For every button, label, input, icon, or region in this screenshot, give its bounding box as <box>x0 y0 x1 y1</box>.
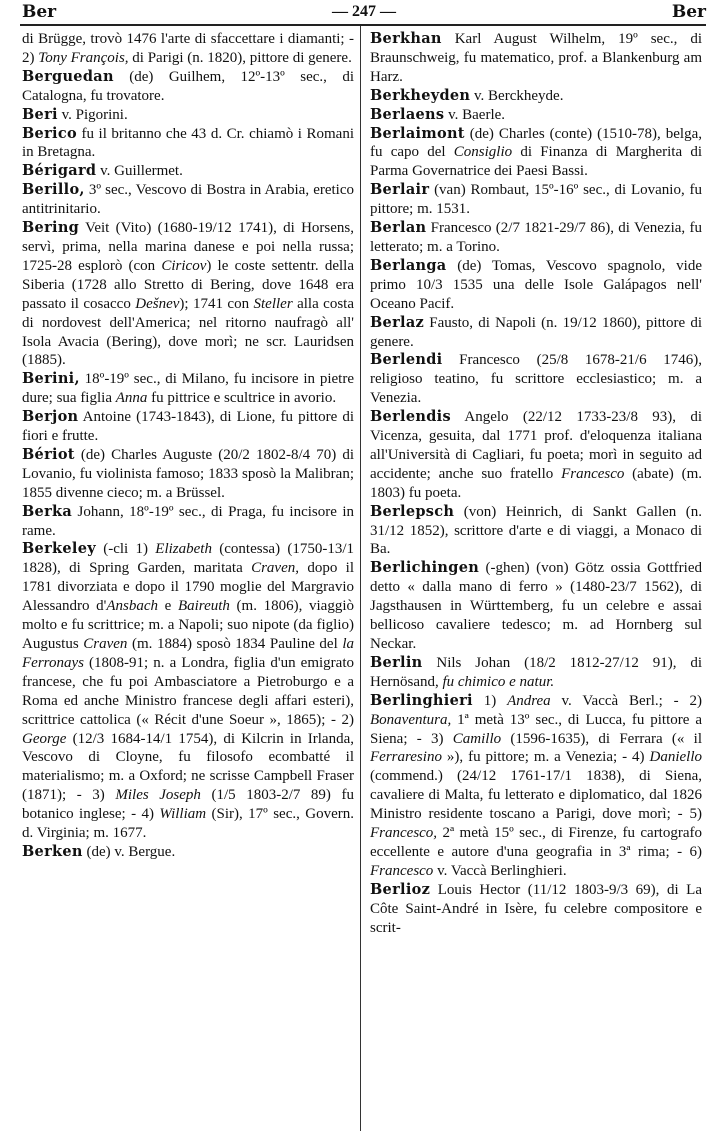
entry-headword: Berlendi <box>370 351 443 369</box>
entry-headword: Berlaens <box>370 105 445 123</box>
dictionary-entry <box>22 30 354 68</box>
entry-text: (de) Charles (conte) (1510-78), belga, fu capo del <box>370 125 702 161</box>
entry-italic-text: Craven, <box>251 560 300 577</box>
column-divider <box>360 26 361 1131</box>
header-left-word: Ber <box>22 2 57 22</box>
entry-text: v. Pigorini. <box>57 106 128 123</box>
entry-text: 18º-19º sec., di Milano, fu incisore in pietre dure; sua figlia <box>22 371 354 407</box>
entry-text: (de) Tomas, Vescovo spagnolo, vide primo 10/3 1535 una delle Isole Galápagos nell' Oceano Pacif. <box>370 257 702 312</box>
entry-text: (m. 1806), viaggiò molto e fu scrittrice; m. a Napoli; suo nipote (da figlio) Augustus <box>22 598 354 652</box>
entry-text: v. Guillermet. <box>96 163 183 180</box>
dictionary-entry <box>370 351 702 408</box>
entry-text: (commend.) (24/12 1761-17/1 1838), di Siena, cavaliere di Malta, fu letterato e diplomatico, dal 1826 Ministro residente toscano a Parigi, dove morì; - 5) <box>370 768 702 823</box>
dictionary-entry <box>370 125 702 182</box>
entry-italic-text: Andrea <box>507 692 551 709</box>
entry-text: Fausto, di Napoli (n. 19/12 1860), pittore di genere. <box>370 314 702 350</box>
dictionary-entry <box>370 408 702 503</box>
entry-headword: Berlaimont <box>370 124 465 142</box>
entry-text: Karl August Wilhelm, 19º sec., di Braunschweig, fu matematico, prof. a Blankenburg am Harz. <box>370 31 702 85</box>
entry-italic-text: Dešnev <box>135 295 180 312</box>
entry-text: di Finanza di Margherita di Parma Governatrice dei Paesi Bassi. <box>370 144 703 180</box>
dictionary-entry <box>370 219 702 257</box>
entry-text: alla costa di nordovest dell'America; nel ritorno naufragò all' Isola Avacia (Bering), dove morì; ne scr. Lauridsen (1885). <box>22 295 354 369</box>
entry-italic-text: Daniello <box>649 749 702 766</box>
entry-text: »), fu pittore; m. a Venezia; - 4) <box>441 749 650 766</box>
entry-text: v. Vaccà Berl.; - 2) <box>550 692 702 709</box>
entry-italic-text: Miles Joseph <box>115 787 201 804</box>
dictionary-entry <box>22 370 354 408</box>
dictionary-entry <box>22 125 354 163</box>
entry-headword: Berlin <box>370 653 423 671</box>
entry-italic-text: Anna <box>115 390 148 407</box>
entry-italic-text: Elizabeth <box>155 541 212 558</box>
dictionary-entry <box>22 181 354 219</box>
entry-headword: Berlan <box>370 219 427 237</box>
entry-text: v. Berckheyde. <box>470 87 564 104</box>
entry-headword: Berlaz <box>370 313 425 331</box>
entry-italic-text: Ferraresino <box>370 749 442 766</box>
entry-italic-text: Consiglio <box>453 144 513 161</box>
entry-text: (-cli 1) <box>95 541 156 558</box>
entry-headword: Berico <box>22 124 77 142</box>
dictionary-entry <box>22 162 354 181</box>
entry-text: (de) Charles Auguste (20/2 1802-8/4 70) di Lovanio, fu violinista famoso; 1833 sposò la Malibran; 1855 divenne cieco; m. a Brüssel. <box>22 446 354 501</box>
entry-text: (12/3 1684-14/1 1754), di Kilcrin in Irlanda, Vescovo di Cloyne, fu filosofo ecombatté il materialismo; m. a Oxford; ne scrisse Campbell Fraser (1871); - 3) <box>22 730 354 804</box>
header-right-word: Ber <box>671 2 706 22</box>
entry-italic-text: Camillo <box>452 730 502 747</box>
entry-headword: Berlair <box>370 181 430 199</box>
entry-headword: Berguedan <box>22 67 114 85</box>
dictionary-entry <box>370 30 702 87</box>
entry-headword: Berillo, <box>22 181 85 199</box>
entry-italic-text: Steller <box>253 295 293 312</box>
entry-italic-text: Francesco, <box>370 825 438 842</box>
entry-headword: Bérigard <box>22 162 97 180</box>
entry-headword: Berkeley <box>22 540 96 558</box>
entry-headword: Berlendis <box>370 408 451 426</box>
entry-italic-text: Ciricov <box>161 257 207 274</box>
entry-text: (abate) (m. 1803) fu poeta. <box>370 465 702 501</box>
entry-text: (Sir), 17º sec., Govern. d. Virginia; m. 1677. <box>22 806 354 842</box>
entry-italic-text: Ansbach <box>106 598 159 615</box>
entry-italic-text: Francesco <box>561 465 625 482</box>
dictionary-entry <box>370 87 702 106</box>
dictionary-entry <box>370 692 702 881</box>
entry-headword: Beri <box>22 105 58 123</box>
entry-text: Johann, 18º-19º sec., di Praga, fu incisore in rame. <box>22 503 354 539</box>
entry-text: e <box>158 598 178 615</box>
entry-headword: Bériot <box>22 445 75 463</box>
entry-italic-text: la Ferronays <box>22 636 354 671</box>
entry-headword: Berkhan <box>370 30 442 47</box>
entry-headword: Berkheyden <box>370 86 471 104</box>
entry-italic-text: Craven <box>83 636 128 652</box>
dictionary-entry <box>370 881 702 938</box>
dictionary-entry <box>22 843 354 862</box>
entry-text: 2ª metà 15º sec., di Firenze, fu cartografo eccellente e autore d'una geografia in 3ª rima; - 6) <box>370 825 702 860</box>
entry-headword: Berlichingen <box>370 559 480 577</box>
entry-text: Nils Johan (18/2 1812-27/12 91), di Hernösand, <box>370 654 702 690</box>
entry-text: ); 1741 con <box>179 295 254 312</box>
entry-headword: Berlanga <box>370 256 447 274</box>
dictionary-entry <box>370 559 702 654</box>
dictionary-entry <box>370 314 702 352</box>
entry-text: v. Baerle. <box>444 106 506 123</box>
entry-text: (contessa) (1750-13/1 1828), di Spring Garden, maritata <box>22 541 355 577</box>
dictionary-entry <box>370 503 702 560</box>
entry-text: (-ghen) (von) Götz ossia Gottfried detto « dalla mano di ferro » (1480-23/7 1562), di Jagsthausen in Württemberg, fu un celebre e assai bellicoso cavaliere tedesco; m. ad Hornberg sul Neckar. <box>370 560 702 652</box>
entry-headword: Berjon <box>22 408 79 426</box>
entry-text: fu il britanno che 43 d. Cr. chiamò i Romani in Bretagna. <box>22 125 354 161</box>
entry-italic-text: George <box>22 730 67 747</box>
entry-headword: Bering <box>22 219 80 237</box>
dictionary-entry <box>22 540 354 843</box>
dictionary-entry <box>22 68 354 106</box>
entry-text: (van) Rombaut, 15º-16º sec., di Lovanio, fu pittore; m. 1531. <box>370 182 702 218</box>
entry-text: Francesco (25/8 1678-21/6 1746), religioso teatino, fu scrittore ecclesiastico; m. a Venezia. <box>370 352 702 407</box>
entry-text: fu pittrice e scultrice in avorio. <box>147 390 337 407</box>
entry-text: v. Vaccà Berlinghieri. <box>433 862 567 879</box>
left-column <box>22 30 354 862</box>
entry-text: 1ª metà 13º sec., di Lucca, fu pittore a Siena; - 3) <box>370 711 702 747</box>
entry-italic-text: Tony François, <box>38 49 129 66</box>
entry-headword: Berini, <box>22 370 80 388</box>
page-number: — 247 — <box>332 3 396 20</box>
dictionary-entry <box>22 106 354 125</box>
entry-text: di Parigi (n. 1820), pittore di genere. <box>128 49 352 66</box>
entry-headword: Berlepsch <box>370 502 455 520</box>
dictionary-entry <box>22 219 354 370</box>
dictionary-entry <box>22 503 354 541</box>
right-column <box>370 30 702 938</box>
header-rule <box>20 24 706 26</box>
entry-headword: Berlinghieri <box>370 691 473 709</box>
page-header <box>22 0 706 24</box>
entry-italic-text: Baireuth <box>177 598 230 615</box>
dictionary-entry <box>370 106 702 125</box>
entry-text: dopo il 1781 divorziata e dopo il 1790 moglie del Margravio Alessandro d' <box>22 560 355 615</box>
entry-text: (m. 1884) sposò 1834 Pauline del <box>127 636 343 652</box>
entry-text: ) le coste settentr. della Siberia (1728 allo Stretto di Bering, dove 1648 era passato il cosacco <box>22 257 354 312</box>
entry-text: 3º sec., Vescovo di Bostra in Arabia, eretico antitrinitario. <box>22 182 354 218</box>
entry-text: (de) Guilhem, 12º-13º sec., di Catalogna, fu trovatore. <box>22 68 354 104</box>
entry-text: (1596-1635), di Ferrara (« il <box>501 730 702 747</box>
entry-text: (von) Heinrich, di Sankt Gallen (n. 31/12 1852), scrittore d'arte e di viaggi, a Monaco di Ba. <box>370 503 702 558</box>
entry-headword: Berken <box>22 842 83 860</box>
entry-italic-text: fu chimico e natur. <box>442 673 555 690</box>
dictionary-entry <box>370 257 702 314</box>
entry-italic-text: Bonaventura, <box>370 711 452 728</box>
entry-italic-text: William <box>159 806 207 823</box>
dictionary-entry <box>22 408 354 446</box>
entry-text: Francesco (2/7 1821-29/7 86), di Venezia, fu letterato; m. a Torino. <box>370 220 702 255</box>
dictionary-entry <box>370 181 702 219</box>
entry-headword: Berka <box>22 502 73 520</box>
entry-text: (1808-91; n. a Londra, figlia d'un emigrato francese, che fu poi Ambasciatore a Pietroburgo e a Roma ed anche Ministro francese degli affari esteri), scrittrice cattolica (« Récit d'une Soeur », 1865); - 2) <box>22 654 354 728</box>
entry-text: 1) <box>472 692 508 709</box>
entry-text: di Brügge, trovò 1476 l'arte di sfaccettare i diamanti; - 2) <box>22 31 354 66</box>
entry-headword: Berlioz <box>370 880 431 898</box>
entry-text: Antoine (1743-1843), di Lione, fu pittore di fiori e frutte. <box>22 409 354 445</box>
entry-text: Veit (Vito) (1680-19/12 1741), di Horsens, servì, prima, nella marina danese e poi nella russa; 1725-28 esplorò (con <box>22 220 354 274</box>
dictionary-entry <box>22 446 354 503</box>
entry-text: (1/5 1803-2/7 89) fu botanico inglese; - 4) <box>22 787 354 823</box>
entry-text: Angelo (22/12 1733-23/8 93), di Vicenza, gesuita, dal 1771 prof. d'eloquenza italiana all'Università di Cagliari, fu poeta; morì in seguito ad accidente; anche suo fratello <box>370 409 702 482</box>
dictionary-entry <box>370 654 702 692</box>
entry-italic-text: Francesco <box>370 862 434 879</box>
entry-text: Louis Hector (11/12 1803-9/3 69), di La Côte Saint-André in Isère, fu celebre compositore e scrit- <box>370 881 702 936</box>
entry-text: (de) v. Bergue. <box>82 843 176 860</box>
